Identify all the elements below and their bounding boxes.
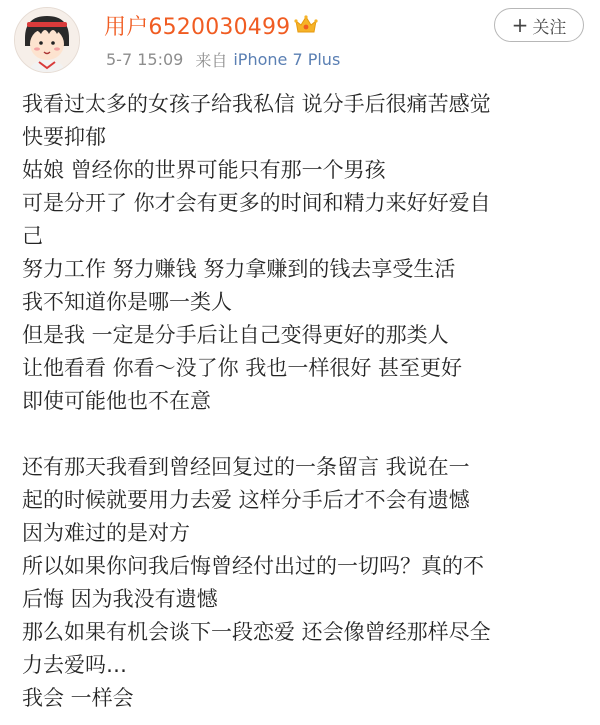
post-text-line: 力去爱吗… [22,653,127,677]
post-text-line: 快要抑郁 [22,125,106,149]
post-meta [106,48,340,70]
source-label: 来自 [195,50,228,70]
post-text-line: 可是分开了 你才会有更多的时间和精力来好好爱自 [22,191,491,215]
post-text-line: 我会 一样会 [22,686,134,710]
post-text-line: 让他看看 你看～没了你 我也一样很好 甚至更好 [22,356,463,380]
post-body [22,88,582,715]
post-header [0,0,600,82]
follow-label: 关注 [532,17,567,38]
post-text-line: 所以如果你问我后悔曾经付出过的一切吗？真的不 [22,554,484,578]
username-row [104,8,318,42]
post-text-line: 己 [22,224,43,248]
post-text-line: 即使可能他也不在意 [22,389,211,413]
post-text-line: 但是我 一定是分手后让自己变得更好的那类人 [22,323,449,347]
avatar-cartoon-girl-icon [15,8,79,72]
avatar[interactable] [14,7,80,73]
username[interactable]: 用户6520030499 [104,14,291,40]
post-text-line: 那么如果有机会谈下一段恋爱 还会像曾经那样尽全 [22,620,491,644]
post-text-line: 我不知道你是哪一类人 [22,290,232,314]
plus-icon: + [511,13,529,37]
post-text-line: 姑娘 曾经你的世界可能只有那一个男孩 [22,158,386,182]
post-time: 5-7 15:09 [106,49,184,69]
follow-button[interactable] [494,8,584,42]
crown-badge-icon [294,14,318,36]
post-text-line: 努力工作 努力赚钱 努力拿赚到的钱去享受生活 [22,257,456,281]
paragraph-gap [22,418,582,451]
post-text-line: 我看过太多的女孩子给我私信 说分手后很痛苦感觉 [22,92,491,116]
post-text-line: 因为难过的是对方 [22,521,190,545]
source-device[interactable]: iPhone 7 Plus [233,49,341,69]
post-text-line: 后悔 因为我没有遗憾 [22,587,218,611]
post-text-line: 还有那天我看到曾经回复过的一条留言 我说在一 [22,455,470,479]
post-text-line: 起的时候就要用力去爱 这样分手后才不会有遗憾 [22,488,470,512]
